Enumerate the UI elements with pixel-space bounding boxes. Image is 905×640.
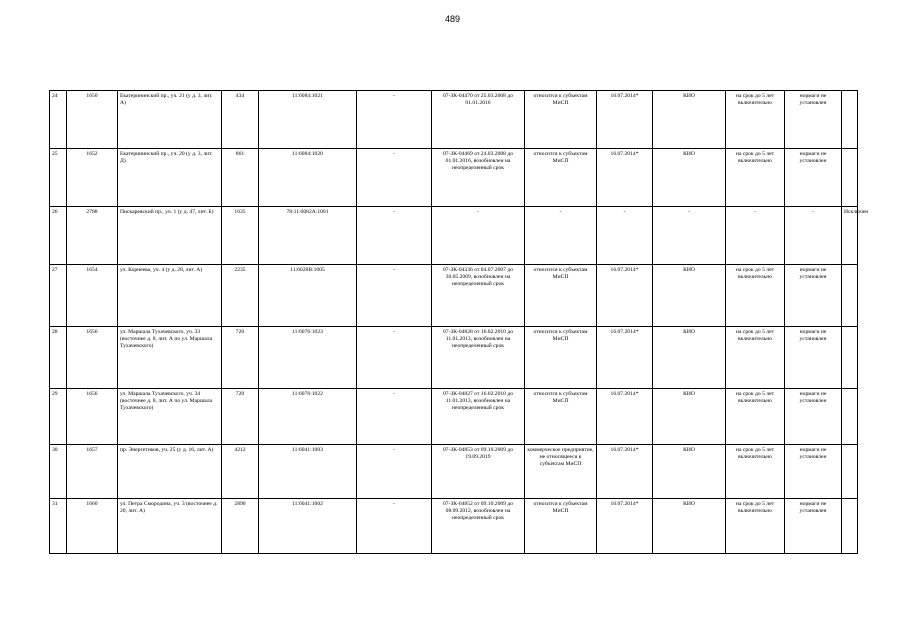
cell-address: пр. Энергетиков, уч. 25 (у д. 16, лит. А): [118, 445, 222, 499]
cell-cadastral-number: 11:6076:1023: [259, 327, 357, 389]
cell-address: Екатерининский пр., уч. 20 (у д. 3, лит. Д): [118, 149, 222, 207]
cell-business-category: относится к субъектам МиСП: [525, 499, 597, 554]
cell-status-note: [842, 265, 858, 327]
cell-decision-date: 16.07.2014*: [597, 327, 653, 389]
cell-cell-blank: -: [357, 499, 432, 554]
registry-table: [49, 90, 869, 554]
cell-status-note: Исключен: [842, 207, 858, 265]
cell-lease-contract: 07-ЗК-04827 от 16.02.2010 до 11.01.2013, возобновлен на неопределенный срок: [432, 389, 525, 445]
cell-object-id: 1654: [67, 265, 118, 327]
cell-norm-status: нормаги не установлен: [785, 389, 842, 445]
cell-lease-contract: -: [432, 207, 525, 265]
cell-address: ул. Маршала Тухачевского, уч. 33 (восточнее д. 8, лит. А по ул. Маршала Тухачевского): [118, 327, 222, 389]
cell-row-number: 24: [50, 91, 67, 149]
table-row: [50, 327, 858, 389]
cell-authority: КИО: [653, 389, 726, 445]
cell-norm-status: нормаги не установлен: [785, 149, 842, 207]
cell-cadastral-number: 11:6041:1003: [259, 445, 357, 499]
cell-authority: КИО: [653, 265, 726, 327]
cell-area: 1635: [222, 207, 259, 265]
cell-term: на срок до 5 лет включительно: [726, 445, 785, 499]
cell-area: 2890: [222, 499, 259, 554]
cell-row-number: 27: [50, 265, 67, 327]
table-row: [50, 445, 858, 499]
cell-row-number: 28: [50, 327, 67, 389]
cell-norm-status: нормаги не установлен: [785, 327, 842, 389]
cell-decision-date: -: [597, 207, 653, 265]
cell-norm-status: нормаги не установлен: [785, 91, 842, 149]
cell-term: на срок до 5 лет включительно: [726, 149, 785, 207]
cell-status-note: [842, 389, 858, 445]
cell-object-id: 1660: [67, 499, 118, 554]
page-number: 489: [444, 14, 461, 24]
cell-authority: -: [653, 207, 726, 265]
cell-area: 2235: [222, 265, 259, 327]
cell-object-id: 2788: [67, 207, 118, 265]
cell-cadastral-number: 11:6028В:1005: [259, 265, 357, 327]
cell-cell-blank: -: [357, 149, 432, 207]
cell-authority: КИО: [653, 499, 726, 554]
table-row: [50, 499, 858, 554]
table-row: [50, 389, 858, 445]
cell-lease-contract: 07-ЗК-04336 от 04.07.2007 до 30.05.2009, возобновлен на неопределенный срок: [432, 265, 525, 327]
cell-decision-date: 16.07.2014*: [597, 149, 653, 207]
cell-address: ул. Корнеева, уч. 4 (у д. 28, лит. А): [118, 265, 222, 327]
cell-decision-date: 16.07.2014*: [597, 389, 653, 445]
cell-authority: КИО: [653, 445, 726, 499]
cell-address: Пискаревский пр., уч. 1 (у д. 47, лит. Б): [118, 207, 222, 265]
cell-row-number: 30: [50, 445, 67, 499]
cell-lease-contract: 07-ЗК-04853 от 09.10.2009 до 19.09.2019: [432, 445, 525, 499]
cell-cell-blank: -: [357, 91, 432, 149]
cell-term: на срок до 5 лет включительно: [726, 389, 785, 445]
cell-decision-date: 16.07.2014*: [597, 91, 653, 149]
cell-row-number: 29: [50, 389, 67, 445]
cell-term: на срок до 5 лет включительно: [726, 327, 785, 389]
cell-business-category: относится к субъектам МиСП: [525, 91, 597, 149]
cell-business-category: -: [525, 207, 597, 265]
cell-status-note: [842, 445, 858, 499]
cell-cadastral-number: 11:6084:1021: [259, 91, 357, 149]
cell-cadastral-number: 11:6041:1002: [259, 499, 357, 554]
cell-address: ул. Петра Смородина, уч. 3 (восточнее д. 20, лит. А): [118, 499, 222, 554]
cell-object-id: 1650: [67, 91, 118, 149]
cell-status-note: [842, 91, 858, 149]
cell-row-number: 26: [50, 207, 67, 265]
cell-term: на срок до 5 лет включительно: [726, 499, 785, 554]
cell-area: 4212: [222, 445, 259, 499]
cell-cell-blank: -: [357, 207, 432, 265]
cell-decision-date: 16.07.2014*: [597, 499, 653, 554]
cell-decision-date: 16.07.2014*: [597, 445, 653, 499]
cell-object-id: 1656: [67, 327, 118, 389]
cell-business-category: коммерческое предприятие, не относящееся к субъектам МиСП: [525, 445, 597, 499]
cell-cadastral-number: 78:11:6082А:1001: [259, 207, 357, 265]
cell-authority: КИО: [653, 91, 726, 149]
cell-cell-blank: -: [357, 389, 432, 445]
cell-business-category: относится к субъектам МиСП: [525, 327, 597, 389]
cell-norm-status: нормаги не установлен: [785, 499, 842, 554]
cell-business-category: относится к субъектам МиСП: [525, 149, 597, 207]
cell-status-note: [842, 149, 858, 207]
cell-object-id: 1657: [67, 445, 118, 499]
cell-object-id: 1652: [67, 149, 118, 207]
cell-status-note: [842, 327, 858, 389]
cell-object-id: 1656: [67, 389, 118, 445]
cell-authority: КИО: [653, 327, 726, 389]
cell-lease-contract: 07-ЗК-04469 от 24.03.2008 до 01.01.2016, возобновлен на неопределенный срок: [432, 149, 525, 207]
cell-decision-date: 16.07.2014*: [597, 265, 653, 327]
cell-authority: КИО: [653, 149, 726, 207]
table-row: [50, 91, 858, 149]
cell-cell-blank: -: [357, 327, 432, 389]
cell-area: 861: [222, 149, 259, 207]
cell-norm-status: нормаги не установлен: [785, 445, 842, 499]
cell-norm-status: -: [785, 207, 842, 265]
cell-term: на срок до 5 лет включительно: [726, 91, 785, 149]
cell-status-note: [842, 499, 858, 554]
cell-row-number: 31: [50, 499, 67, 554]
cell-lease-contract: 07-ЗК-04852 от 09.10.2009 до 08.09.2012, возобновлен на неопределенный срок: [432, 499, 525, 554]
cell-term: -: [726, 207, 785, 265]
cell-lease-contract: 07-ЗК-04470 от 25.03.2008 до 01.01.2016: [432, 91, 525, 149]
cell-area: 720: [222, 389, 259, 445]
cell-term: на срок до 5 лет включительно: [726, 265, 785, 327]
cell-cell-blank: -: [357, 265, 432, 327]
cell-cell-blank: -: [357, 445, 432, 499]
cell-area: 434: [222, 91, 259, 149]
cell-cadastral-number: 11:6084:1020: [259, 149, 357, 207]
cell-cadastral-number: 11:6076:1022: [259, 389, 357, 445]
cell-business-category: относится к субъектам МиСП: [525, 389, 597, 445]
cell-norm-status: нормаги не установлен: [785, 265, 842, 327]
cell-address: ул. Маршала Тухачевского, уч. 34 (восточнее д. 8, лит. А по ул. Маршала Тухачевского): [118, 389, 222, 445]
cell-business-category: относится к субъектам МиСП: [525, 265, 597, 327]
cell-address: Екатерининский пр., уч. 21 (у д. 3, лит. А): [118, 91, 222, 149]
table-row: [50, 149, 858, 207]
cell-area: 720: [222, 327, 259, 389]
table-row: [50, 265, 858, 327]
cell-lease-contract: 07-ЗК-04828 от 16.02.2010 до 11.01.2013, возобновлен на неопределенный срок: [432, 327, 525, 389]
table-row: [50, 207, 858, 265]
cell-row-number: 25: [50, 149, 67, 207]
